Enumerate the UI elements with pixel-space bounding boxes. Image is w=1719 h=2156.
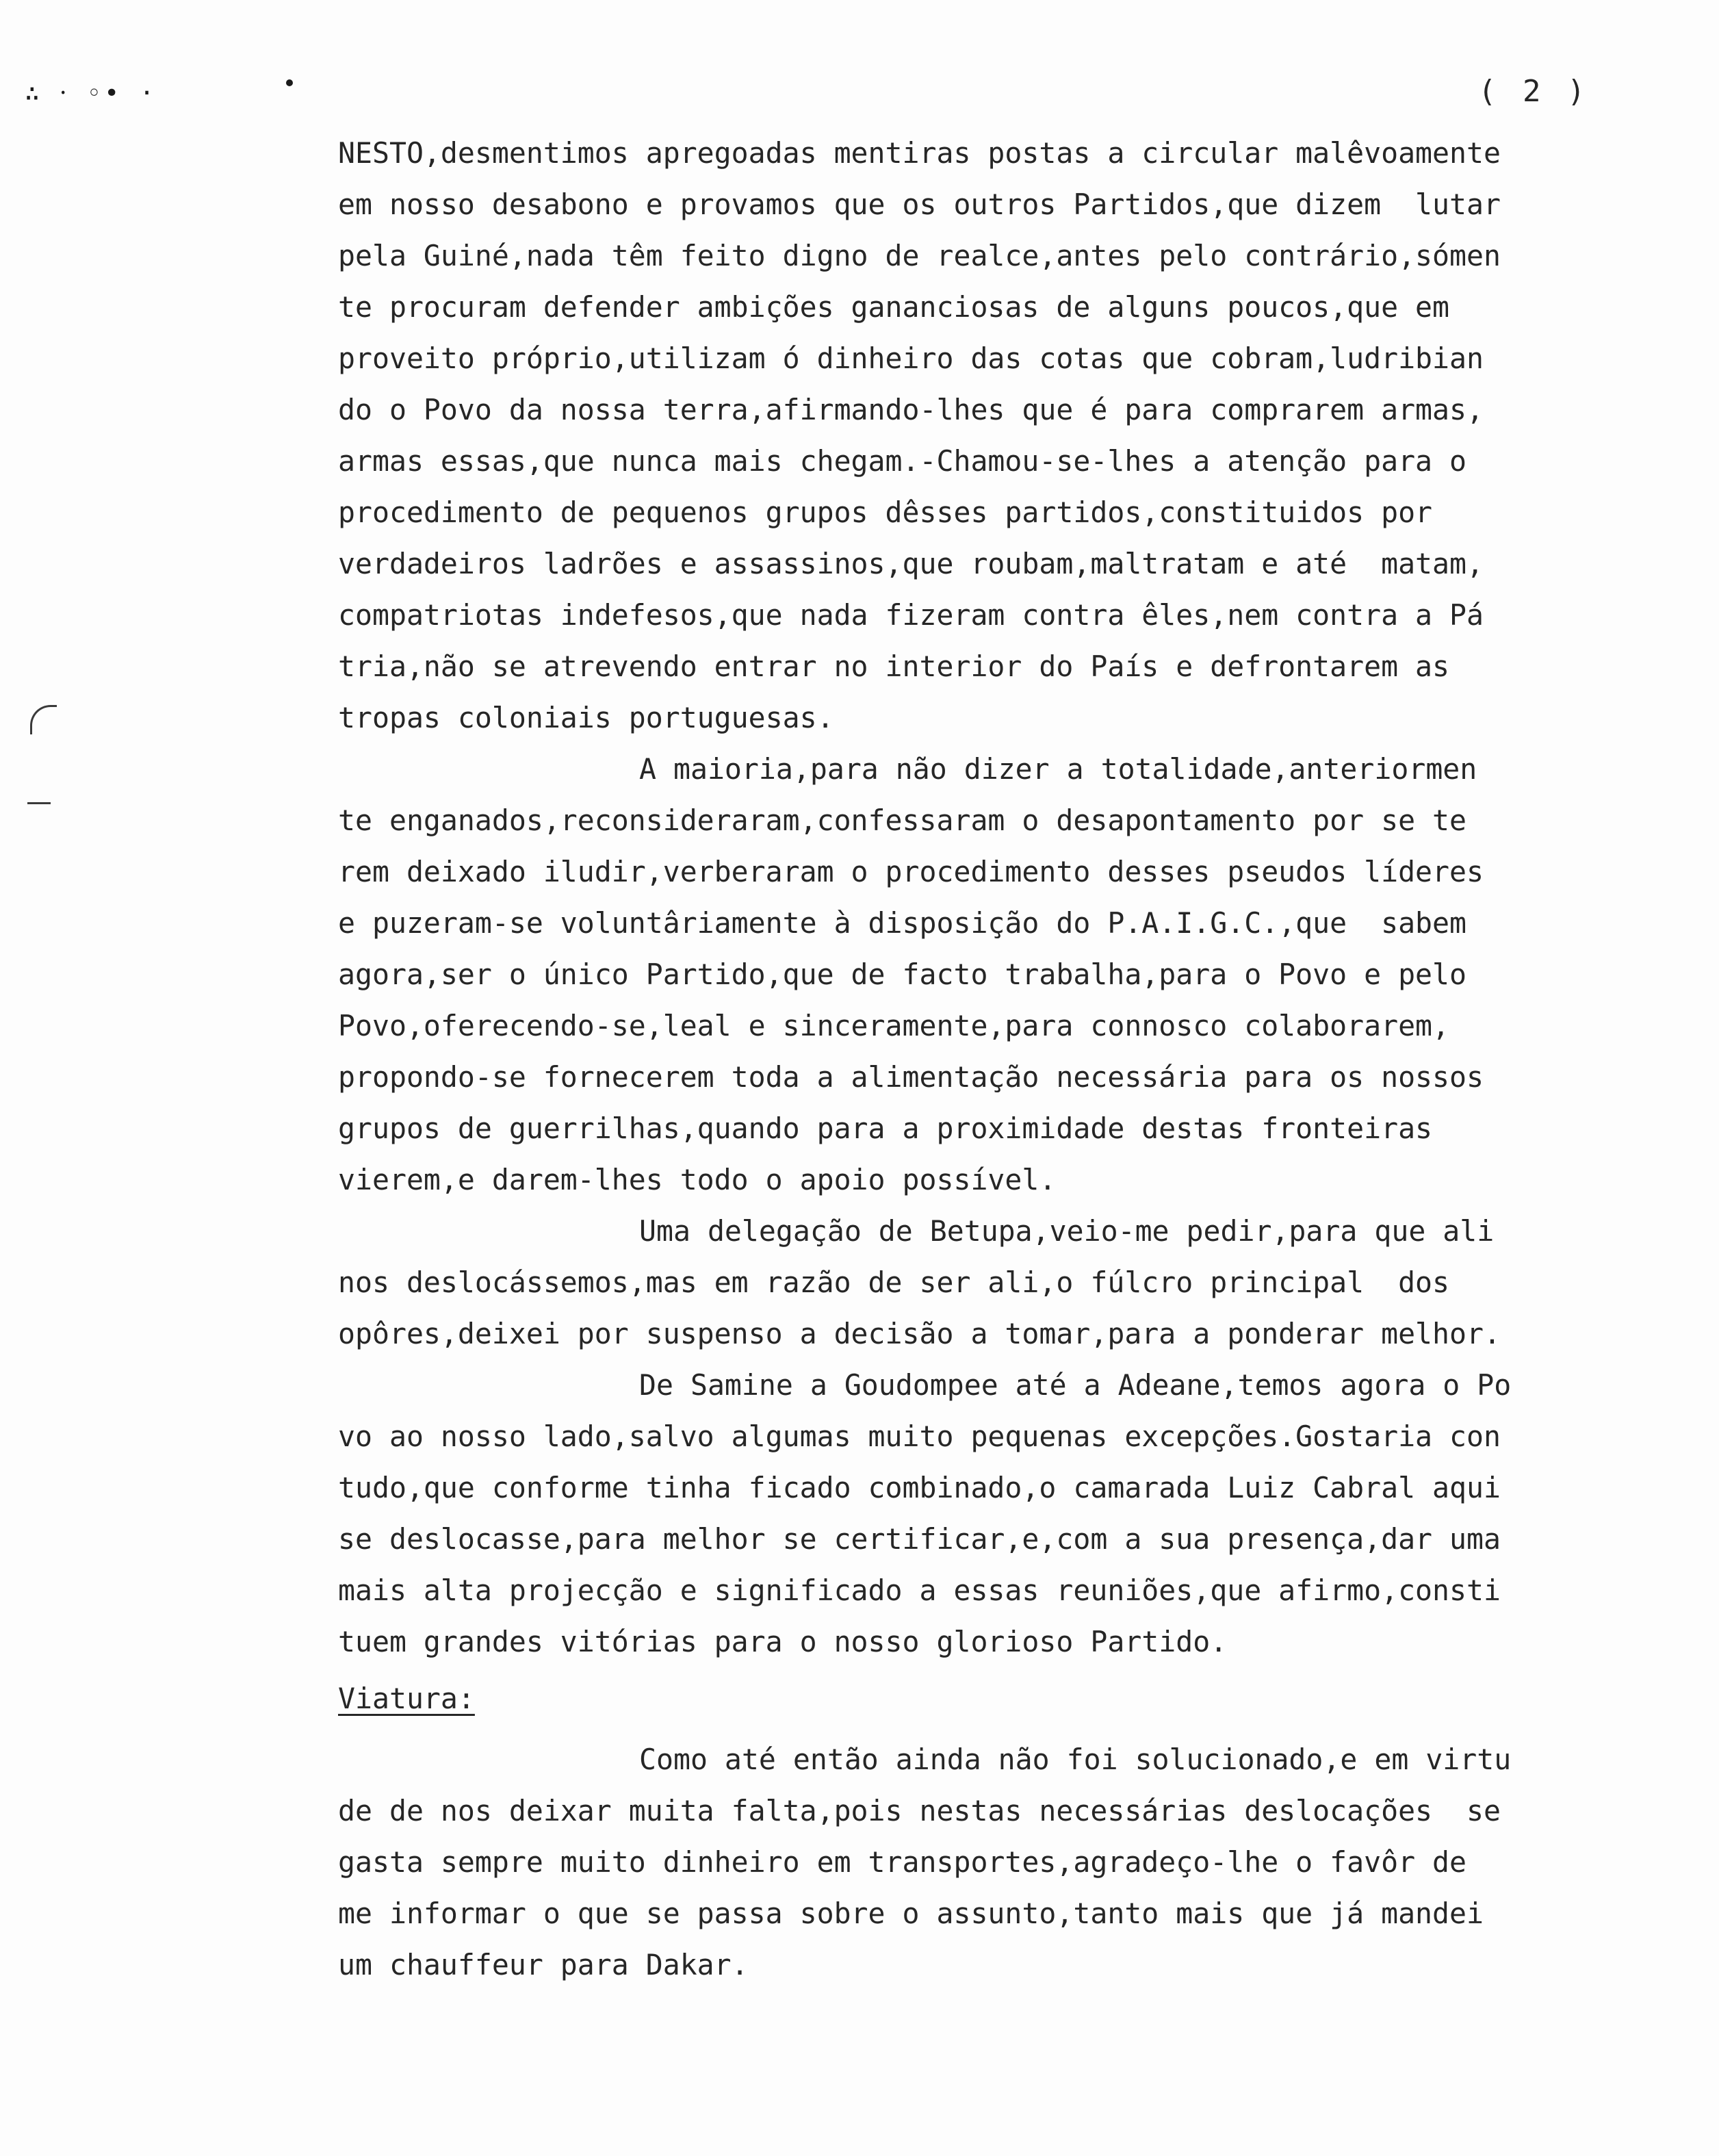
paragraph-2 [338, 743, 1597, 1205]
text-line: procedimento de pequenos grupos dêsses partidos,constituidos por [338, 496, 1433, 529]
text-line: tria,não se atrevendo entrar no interior do País e defrontarem as [338, 650, 1450, 683]
paragraph-3 [338, 1205, 1597, 1359]
page-number: ( 2 ) [1478, 74, 1590, 109]
text-line: opôres,deixei por suspenso a decisão a tomar,para a ponderar melhor. [338, 1317, 1501, 1350]
text-line: rem deixado iludir,verberaram o procedimento desses pseudos líderes [338, 855, 1484, 888]
margin-mark-bracket [30, 705, 57, 734]
section-heading: Viatura: [338, 1682, 475, 1715]
text-line: agora,ser o único Partido,que de facto trabalha,para o Povo e pelo [338, 958, 1467, 991]
ink-dot [286, 79, 293, 86]
text-line: Como até então ainda não foi solucionado,e em virtu [639, 1743, 1512, 1776]
text-line: compatriotas indefesos,que nada fizeram contra êles,nem contra a Pá [338, 598, 1484, 632]
text-line: armas essas,que nunca mais chegam.-Chamou-se-lhes a atenção para o [338, 444, 1467, 478]
section-heading-line [338, 1673, 1597, 1724]
text-line: Uma delegação de Betupa,veio-me pedir,para que ali [639, 1214, 1495, 1248]
text-line: me informar o que se passa sobre o assunto,tanto mais que já mandei [338, 1897, 1484, 1930]
text-line: mais alta projecção e significado a essas reuniões,que afirmo,consti [338, 1574, 1501, 1607]
text-line: um chauffeur para Dakar. [338, 1948, 749, 1981]
corner-marks: ∴ ⸱ ◦• · [25, 79, 157, 107]
text-line: do o Povo da nossa terra,afirmando-lhes que é para comprarem armas, [338, 393, 1484, 426]
text-line: A maioria,para não dizer a totalidade,anteriormen [639, 752, 1477, 786]
text-line: verdadeiros ladrões e assassinos,que roubam,maltratam e até matam, [338, 547, 1484, 580]
text-line: vierem,e darem-lhes todo o apoio possível. [338, 1163, 1057, 1196]
text-line: vo ao nosso lado,salvo algumas muito pequenas excepções.Gostaria con [338, 1420, 1501, 1453]
text-line: De Samine a Goudompee até a Adeane,temos agora o Po [639, 1368, 1512, 1402]
text-line: tudo,que conforme tinha ficado combinado,o camarada Luiz Cabral aqui [338, 1471, 1501, 1504]
letter-body [338, 127, 1597, 1990]
paragraph-4 [338, 1359, 1597, 1667]
text-line: grupos de guerrilhas,quando para a proximidade destas fronteiras [338, 1112, 1433, 1145]
text-line: te procuram defender ambições gananciosas de alguns poucos,que em [338, 290, 1450, 324]
text-line: te enganados,reconsideraram,confessaram o desapontamento por se te [338, 804, 1467, 837]
text-line: em nosso desabono e provamos que os outros Partidos,que dizem lutar [338, 188, 1501, 221]
text-line: pela Guiné,nada têm feito digno de realce,antes pelo contrário,sómen [338, 239, 1501, 272]
text-line: Povo,oferecendo-se,leal e sinceramente,para connosco colaborarem, [338, 1009, 1450, 1042]
spacer [338, 1667, 1597, 1673]
margin-mark-curve [27, 802, 51, 807]
text-line: tuem grandes vitórias para o nosso glorioso Partido. [338, 1625, 1228, 1658]
text-line: propondo-se fornecerem toda a alimentação necessária para os nossos [338, 1060, 1484, 1094]
text-line: NESTO,desmentimos apregoadas mentiras postas a circular malêvoamente [338, 136, 1501, 170]
text-line: e puzeram-se voluntâriamente à disposição do P.A.I.G.C.,que sabem [338, 906, 1467, 940]
text-line: gasta sempre muito dinheiro em transportes,agradeço-lhe o favôr de [338, 1845, 1467, 1879]
text-line: de de nos deixar muita falta,pois nestas necessárias deslocações se [338, 1794, 1501, 1827]
spacer [338, 1724, 1597, 1734]
text-line: proveito próprio,utilizam ó dinheiro das cotas que cobram,ludribian [338, 342, 1484, 375]
text-line: se deslocasse,para melhor se certificar,e,com a sua presença,dar uma [338, 1522, 1501, 1556]
paragraph-1 [338, 127, 1597, 743]
text-line: tropas coloniais portuguesas. [338, 701, 834, 734]
text-line: nos deslocássemos,mas em razão de ser ali,o fúlcro principal dos [338, 1266, 1450, 1299]
paragraph-5 [338, 1734, 1597, 1990]
